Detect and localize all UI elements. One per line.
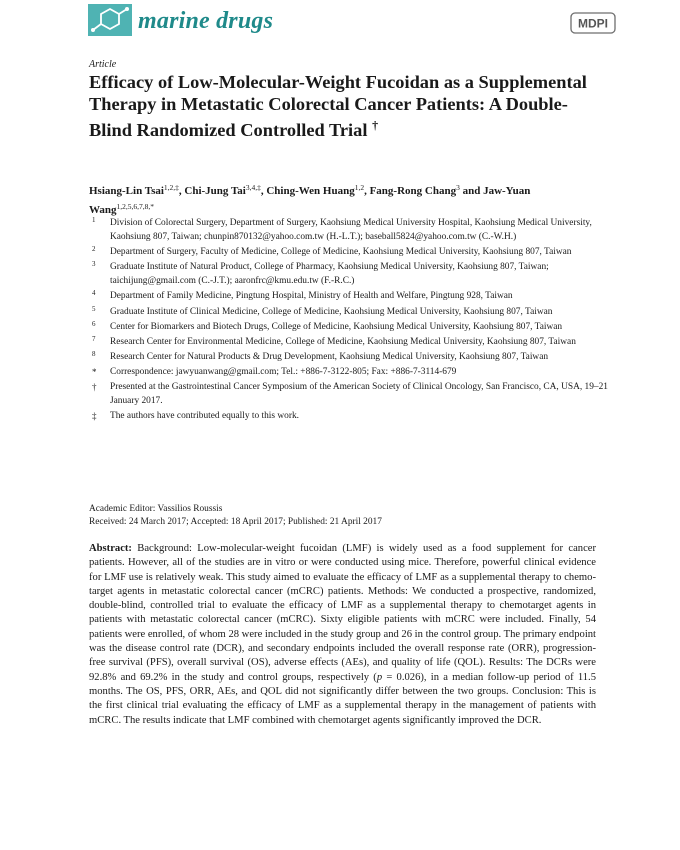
affiliation-marker: ‡ (92, 411, 97, 422)
affiliation-text: Research Center for Natural Products & Drug Development, Kaohsiung Medical University, Kaohsiung 807, Taiwan (110, 351, 549, 362)
svg-text:MDPI: MDPI (578, 16, 608, 31)
affiliation-text: Research Center for Environmental Medicine, College of Medicine, Kaohsiung Medical University, Kaohsiung 807, Taiwan (110, 336, 576, 347)
title-footnote-mark: † (372, 118, 379, 133)
affiliation-marker: † (92, 382, 97, 393)
affiliation-item (89, 305, 609, 319)
affiliation-marker: 4 (92, 289, 96, 298)
affiliation-text: Department of Family Medicine, Pingtung Hospital, Ministry of Health and Welfare, Pingtung 928, Taiwan (110, 291, 513, 302)
affiliation-item (89, 350, 609, 364)
academic-editor: Academic Editor: Vassilios Roussis (89, 504, 223, 514)
author-separator: , (178, 185, 185, 197)
affiliation-item (89, 245, 609, 259)
affiliation-list (89, 216, 609, 424)
author-name: Chi-Jung Tai (184, 185, 246, 197)
affiliation-text: Center for Biomarkers and Biotech Drugs, College of Medicine, Kaohsiung Medical University, Kaohsiung 807, Taiwan (110, 321, 563, 332)
affiliation-text: Graduate Institute of Clinical Medicine, College of Medicine, Kaohsiung Medical University, Kaohsiung 807, Taiwan (110, 306, 553, 317)
affiliation-marker: 1 (92, 216, 96, 224)
title-text: Efficacy of Low-Molecular-Weight Fucoidan as a Supplemental Therapy in Metastatic Colorectal Cancer Patients: A Double-Blind Randomized Controlled Trial (89, 72, 587, 141)
affiliation-text: Division of Colorectal Surgery, Department of Surgery, Kaohsiung Medical University Hospital, Kaohsiung Medical University, Kaohsiung 807, Taiwan; chunpin870132@yahoo.com.tw (H.-L.T.); baseball5824@yahoo.com.tw (C.-W.H.) (110, 218, 592, 243)
author-affiliation-mark: 1,2 (354, 183, 365, 192)
affiliation-marker: 3 (92, 260, 96, 269)
affiliation-item (89, 380, 609, 408)
affiliation-item (89, 289, 609, 303)
affiliation-text: Department of Surgery, Faculty of Medicine, College of Medicine, Kaohsiung Medical University, Kaohsiung 807, Taiwan (110, 247, 572, 258)
abstract-label: Abstract: (89, 543, 132, 554)
author-separator: , (364, 185, 370, 197)
article-title (89, 72, 589, 142)
affiliation-marker: 8 (92, 349, 96, 358)
affiliation-marker: 2 (92, 245, 96, 254)
p-symbol: p (376, 671, 383, 683)
affiliation-item (89, 320, 609, 334)
affiliation-text: The authors have contributed equally to this work. (110, 411, 300, 422)
author-name: Hsiang-Lin Tsai (89, 185, 164, 197)
affiliation-marker: * (92, 366, 97, 377)
affiliation-item (89, 365, 609, 379)
affiliation-marker: 6 (92, 319, 96, 328)
author-list (89, 180, 589, 218)
author-name: Ching-Wen Huang (266, 185, 355, 197)
author-affiliation-mark: 3 (456, 183, 460, 192)
journal-name: marine drugs (138, 8, 274, 34)
author-affiliation-mark: 1,2,‡ (163, 183, 179, 192)
affiliation-item (89, 260, 609, 288)
publication-dates: Received: 24 March 2017; Accepted: 18 April 2017; Published: 21 April 2017 (89, 517, 382, 527)
affiliation-text: Presented at the Gastrointestinal Cancer Symposium of the American Society of Clinical Oncology, San Francisco, CA, USA, 19–21 January 2017. (110, 382, 608, 407)
author-separator: , (260, 185, 267, 197)
molecule-icon (88, 4, 132, 36)
affiliation-marker: 5 (92, 304, 96, 313)
abstract-text-2: = 0.026), in a median follow-up period of 11.5 months. The OS, PFS, ORR, AEs, and QOL did not significantly differ between the two groups. Conclusion: This is the first clinical trial evaluating the efficacy of LMF as a supplemental therapy in the management of patients with mCRC. The results indicate that LMF combined with chemotarget agents significantly improved the DCR. (89, 671, 596, 726)
affiliation-item (89, 216, 609, 244)
abstract (89, 542, 596, 728)
author-affiliation-mark: 3,4,‡ (245, 183, 261, 192)
article-type: Article (89, 59, 117, 70)
affiliation-item (89, 409, 609, 423)
affiliation-text: Graduate Institute of Natural Product, College of Pharmacy, Kaohsiung Medical University, Kaohsiung 807, Taiwan; taichijung@gmail.com (C.-J.T.); aaronfrc@kmu.edu.tw (F.-R.C.) (110, 262, 549, 287)
affiliation-text: Correspondence: jawyuanwang@gmail.com; Tel.: +886-7-3122-805; Fax: +886-7-3114-679 (110, 366, 457, 377)
abstract-text-1: Background: Low-molecular-weight fucoidan (LMF) is widely used as a food supplement for cancer patients. However, all of the studies are in vitro or were conducted using mice. Therefore, powerful clinical evidence for LMF use is relatively weak. This study aimed to evaluate the efficacy of LMF as a supplemental therapy to chemo-target agents in metastatic colorectal cancer (mCRC) patients. Methods: We conducted a prospective, randomized, double-blind, controlled trial to evaluate the efficacy of LMF as a supplemental therapy to chemotarget agents in patients with metastatic colorectal cancer (mCRC). Sixty eligible patients with mCRC were included. Finally, 54 patients were enrolled, of whom 28 were included in the study group and 26 in the control group. The primary endpoint was the disease control rate (DCR), and secondary endpoints included the overall response rate (ORR), progression-free survival (PFS), overall survival (OS), adverse effects (AEs), and quality of life (QOL). Results: The DCRs were 92.8% and 69.2% in the study and control groups, respectively ( (89, 543, 597, 683)
mdpi-logo-icon (570, 12, 616, 34)
affiliation-marker: 7 (92, 334, 96, 343)
author-affiliation-mark: 1,2,5,6,7,8,* (116, 202, 155, 211)
affiliation-item (89, 335, 609, 349)
author-name: Jaw-Yuan Wang (89, 185, 531, 216)
author-name: Fang-Rong Chang (369, 185, 457, 197)
author-separator: and (459, 185, 484, 197)
editor-block (89, 503, 382, 529)
